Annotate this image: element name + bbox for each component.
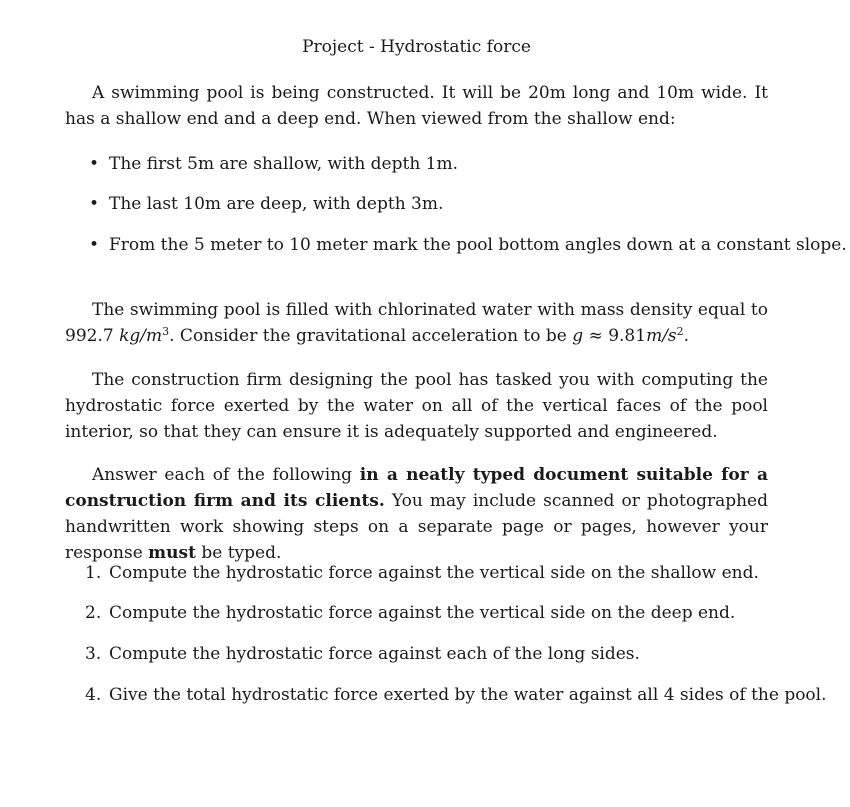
question-text: Compute the hydrostatic force against the vertical side on the deep end. xyxy=(109,603,736,623)
gravity-value: ≈ 9.81 xyxy=(583,326,647,346)
exponent-3: 3 xyxy=(162,325,170,338)
unit-kg: kg xyxy=(119,326,141,346)
intro-text: A swimming pool is being constructed. It will be 20m long and 10m wide. It has a shallow end and a deep end. When viewed from the shallow end: xyxy=(65,83,768,129)
question-number: 2. xyxy=(85,603,102,623)
density-paragraph: The swimming pool is filled with chlorinated water with mass density equal to 992.7 $kg/m^3$. Consider the gravitational acceleration to be $g \approx 9.81m/s^2$. xyxy=(65,300,768,346)
instructions-text-2: You may include scanned or photographed handwritten work showing steps on a separate page or pages, however your response xyxy=(65,491,768,563)
question-number: 1. xyxy=(85,563,102,583)
question-text: Compute the hydrostatic force against each of the long sides. xyxy=(109,644,640,664)
unit-m2: m xyxy=(646,326,663,346)
instructions-text-1: Answer each of the following xyxy=(92,465,360,485)
question-number: 3. xyxy=(85,644,102,664)
bullet-marker: • xyxy=(89,154,100,174)
list-item-text: The last 10m are deep, with depth 3m. xyxy=(109,194,444,214)
firm-text: The construction firm designing the pool has tasked you with computing the hydrostatic force exerted by the water on all of the vertical faces of the pool interior, so that they can ensure it is adequately supported and engineered. xyxy=(65,370,768,442)
unit-m: m xyxy=(146,326,163,346)
density-end: . xyxy=(683,326,690,346)
intro-paragraph xyxy=(65,80,768,132)
question-text: Compute the hydrostatic force against the vertical side on the shallow end. xyxy=(109,563,759,583)
question-number: 4. xyxy=(85,685,102,705)
instructions-bold-2: must xyxy=(148,543,196,563)
exponent-2: 2 xyxy=(676,325,684,338)
instructions-paragraph xyxy=(65,462,768,566)
question-text: Give the total hydrostatic force exerted by the water against all 4 sides of the pool. xyxy=(109,685,827,705)
document-title: Project - Hydrostatic force xyxy=(302,37,531,57)
instructions-bold-1: in a neatly typed document suitable for a construction firm and its clients. xyxy=(65,465,768,511)
unit-s: s xyxy=(667,326,677,346)
bullet-marker: • xyxy=(89,194,100,214)
list-item-text: From the 5 meter to 10 meter mark the pool bottom angles down at a constant slope. xyxy=(109,235,847,255)
list-item-text: The first 5m are shallow, with depth 1m. xyxy=(109,154,459,174)
instructions-text-3: be typed. xyxy=(195,543,282,563)
gravity-symbol: g xyxy=(572,326,584,346)
density-mid-text: . Consider the gravitational acceleration to be xyxy=(169,326,573,346)
firm-paragraph xyxy=(65,367,768,445)
bullet-marker: • xyxy=(89,235,100,255)
density-text: The swimming pool is filled with chlorinated water with mass density equal to 992.7 xyxy=(65,300,768,346)
